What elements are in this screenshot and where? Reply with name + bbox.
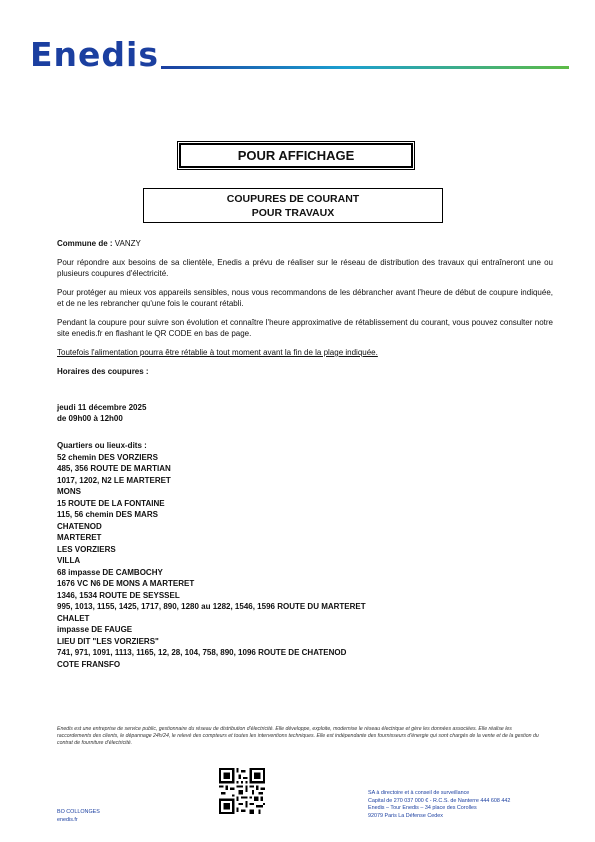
quartiers-label: Quartiers ou lieux-dits : (57, 441, 147, 450)
enedis-logo: Enedis (30, 35, 159, 74)
subtitle-line-2: POUR TRAVAUX (251, 207, 335, 219)
quartiers-list (57, 440, 553, 670)
list-item: CHATENOD (57, 521, 102, 531)
legal-line: 92079 Paris La Défense Cedex (368, 812, 443, 819)
commune-line (57, 238, 553, 249)
list-item: 1017, 1202, N2 LE MARTERET (57, 475, 171, 485)
list-item: MONS (57, 487, 81, 496)
list-item: MARTERET (57, 533, 102, 542)
legal-line: SA à directoire et à conseil de surveillance (368, 790, 470, 796)
horaires-label: Horaires des coupures : (57, 367, 149, 376)
enedis-disclaimer: Enedis est une entreprise de service public, gestionnaire du réseau de distribution d'électricité. Elle développe, exploite, modernise le réseau électrique et gère les données associées. Elle réalise les raccordements des clients, le dépannage 24h/24, le relevé des compteurs et toutes les interventions techniques. Elle est indépendante des fournisseurs d'énergie qui sont chargés de la vente et de la gestion du contrat de fourniture d'électricité. (57, 726, 539, 746)
list-item: 15 ROUTE DE LA FONTAINE (57, 498, 165, 508)
legal-line: Capital de 270 037 000 € - R.C.S. de Nanterre 444 608 442 (368, 797, 511, 804)
paragraph-suivi: Pendant la coupure pour suivre son évolution et connaître l'heure approximative de rétablissement du courant, vous pouvez consulter notre site enedis.fr en flashant le QR CODE en bas de page. (57, 318, 553, 338)
list-item: CHALET (57, 613, 90, 623)
notice-body (57, 238, 553, 670)
legal-mentions (368, 790, 510, 820)
paragraph-protection: Pour protéger au mieux vos appareils sensibles, nous vous recommandons de les débrancher avant l'heure de début de coupure indiquée, et de ne les rebrancher qu'une fois le courant rétabli. (57, 288, 553, 308)
commune-label: Commune de : (57, 239, 113, 248)
list-item: 485, 356 ROUTE DE MARTIAN (57, 464, 171, 473)
date-line: jeudi 11 décembre 2025 (57, 403, 147, 412)
legal-line: Enedis – Tour Enedis – 34 place des Corolles (368, 805, 477, 812)
list-item: LES VORZIERS (57, 544, 116, 554)
website-link[interactable]: enedis.fr (57, 817, 78, 823)
list-item: 1676 VC N6 DE MONS A MARTERET (57, 579, 195, 588)
list-item: 52 chemin DES VORZIERS (57, 452, 158, 462)
list-item: 115, 56 chemin DES MARS (57, 510, 158, 519)
header-gradient-rule (161, 66, 569, 69)
pour-affichage-title: POUR AFFICHAGE (179, 143, 413, 168)
coupures-subtitle-box (143, 188, 443, 223)
agency-name: BO COLLONGES (57, 809, 100, 815)
time-line: de 09h00 à 12h00 (57, 414, 123, 423)
list-item: VILLA (57, 556, 81, 565)
list-item: 68 impasse DE CAMBOCHY (57, 567, 163, 577)
warning-text: Toutefois l'alimentation pourra être rétablie à tout moment avant la fin de la plage indiquée. (57, 348, 378, 357)
list-item: COTE FRANSFO (57, 659, 121, 669)
paragraph-besoins: Pour répondre aux besoins de sa clientèle, Enedis a prévu de réaliser sur le réseau de distribution des travaux qui entraîneront une ou plusieurs coupures d'électricité. (57, 258, 553, 278)
list-item: 995, 1013, 1155, 1425, 1717, 890, 1280 au 1282, 1546, 1596 ROUTE DU MARTERET (57, 602, 366, 611)
commune-value: VANZY (114, 239, 141, 248)
list-item: impasse DE FAUGE (57, 625, 133, 634)
qr-code-icon[interactable] (219, 768, 265, 814)
list-item: 741, 971, 1091, 1113, 1165, 12, 28, 104, 758, 890, 1096 ROUTE DE CHATENOD (57, 648, 347, 657)
subtitle-line-1: COUPURES DE COURANT (226, 193, 360, 205)
list-item: 1346, 1534 ROUTE DE SEYSSEL (57, 590, 180, 600)
list-item: LIEU DIT "LES VORZIERS" (57, 636, 159, 646)
footer-left (57, 808, 100, 824)
